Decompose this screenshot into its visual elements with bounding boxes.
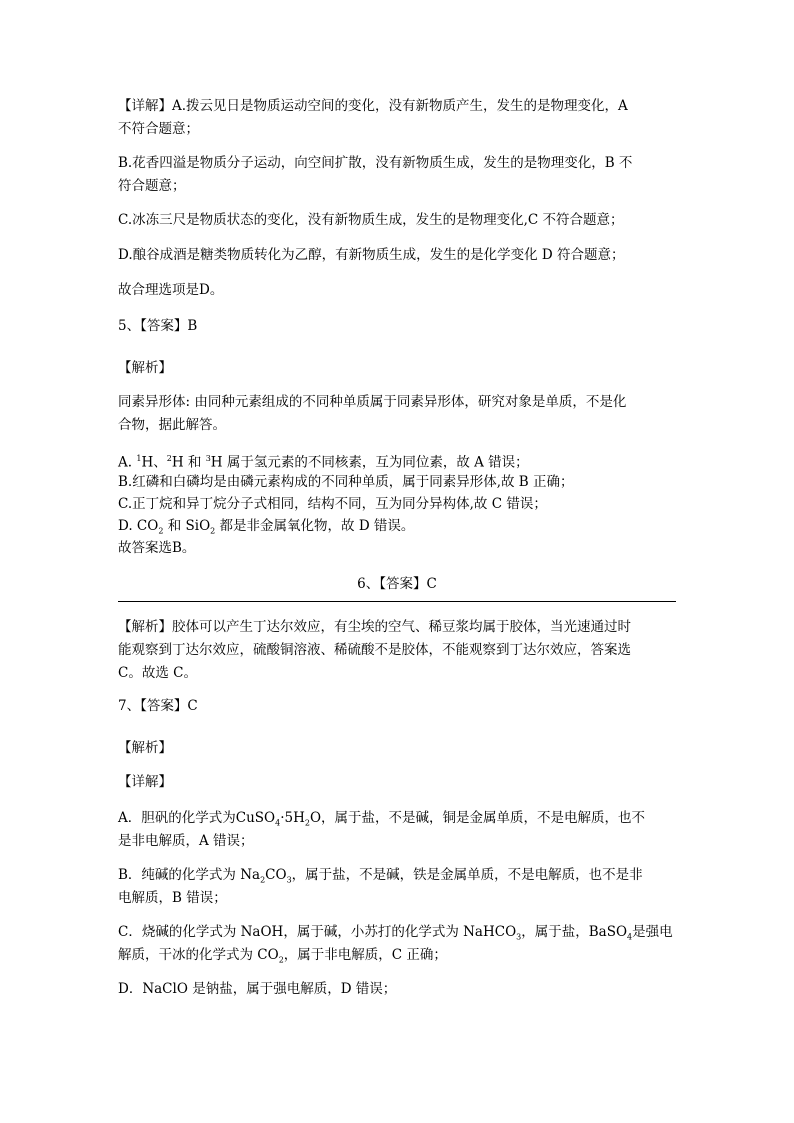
detail-line: 不符合题意； <box>118 121 199 137</box>
analysis-line: C。故选 C。 <box>118 665 197 681</box>
option-c-line: C.冰冻三尺是物质状态的变化，没有新物质生成，发生的是物理变化,C 不符合题意； <box>118 212 624 228</box>
answer-heading: 7、【答案】C <box>118 698 198 714</box>
definition-line: 同素异形体: 由同种元素组成的不同种单质属于同素异形体，研究对象是单质，不是化 <box>118 394 627 410</box>
option-c-line: C.正丁烷和异丁烷分子式相同，结构不同，互为同分异构体,故 C 错误； <box>118 496 547 512</box>
conclusion: 故合理选项是D。 <box>118 282 224 298</box>
divider <box>118 601 676 602</box>
option-b-line: 电解质，B 错误； <box>118 890 227 906</box>
option-a-line: 是非电解质，A 错误； <box>118 833 254 849</box>
answer-heading: 6、【答案】C <box>357 576 437 592</box>
conclusion: 故答案选B。 <box>118 540 196 556</box>
option-d-line: D.酿谷成酒是糖类物质转化为乙醇，有新物质生成，发生的是化学变化 D 符合题意； <box>118 247 625 263</box>
detail-title: 【详解】 <box>118 774 172 790</box>
definition-line: 合物，据此解答。 <box>118 417 226 433</box>
analysis-title: 【解析】 <box>118 740 172 756</box>
answer-heading: 5、【答案】B <box>118 318 198 334</box>
detail-line: 【详解】A.拨云见日是物质运动空间的变化，没有新物质产生，发生的是物理变化，A <box>118 98 628 114</box>
option-c-line: C．烧碱的化学式为 NaOH，属于碱，小苏打的化学式为 NaHCO$_3$，属于盐，BaSO$_4$是强电 <box>118 924 673 942</box>
option-b-line: B.花香四溢是物质分子运动，向空间扩散，没有新物质生成，发生的是物理变化，B 不 <box>118 155 633 171</box>
option-b-line: B．纯碱的化学式为 $Na_2CO_3$，属于盐，不是碱，铁是金属单质，不是电解质，也不是非 <box>118 867 643 885</box>
option-b-line: 符合题意； <box>118 178 186 194</box>
analysis-title: 【解析】 <box>118 360 172 376</box>
option-c-line: 解质，干冰的化学式为 $CO_2$，属于非电解质，C 正确； <box>118 947 447 965</box>
analysis-line: 能观察到丁达尔效应，硫酸铜溶液、稀硫酸不是胶体，不能观察到丁达尔效应，答案选 <box>118 642 631 658</box>
option-a-line: A．胆矾的化学式为$CuSO_4\cdot 5H_2O$，属于盐，不是碱，铜是金属单质，不是电解质，也不 <box>118 810 646 828</box>
option-b-line: B.红磷和白磷均是由磷元素构成的不同种单质，属于同素异形体,故 B 正确； <box>118 474 574 490</box>
option-d-line: D. $CO_2$ 和 SiO$_2$ 都是非金属氧化物，故 D 错误。 <box>118 518 415 536</box>
option-a-line: A. $^1$H、$^2$H 和 $^3$H 属于氢元素的不同核素，互为同位素，故 A 错误； <box>118 454 529 471</box>
option-d-line: D．NaClO 是钠盐，属于强电解质，D 错误； <box>118 981 397 997</box>
analysis-line: 【解析】胶体可以产生丁达尔效应，有尘埃的空气、稀豆浆均属于胶体，当光速通过时 <box>118 619 631 635</box>
